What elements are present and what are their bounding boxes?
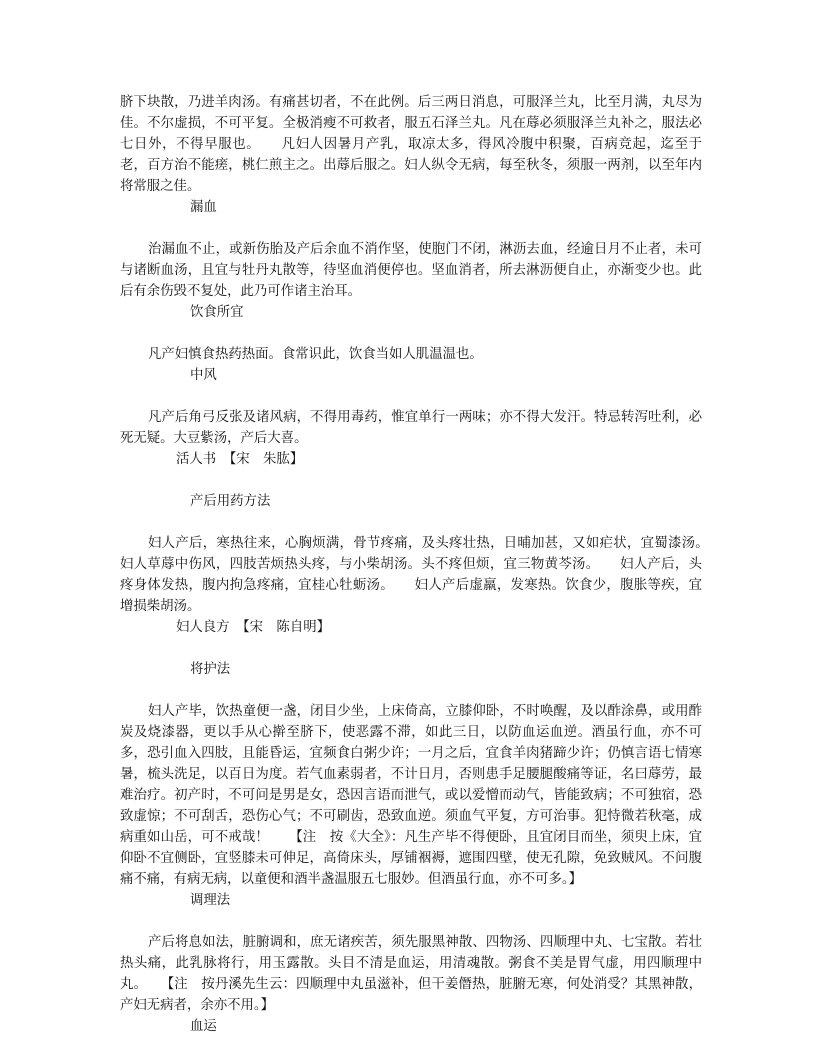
section-heading: 漏血 [190, 200, 217, 215]
section-heading: 产后用药方法 [190, 494, 271, 509]
section-heading: 血运 [190, 1019, 217, 1034]
body-paragraph: 治漏血不止，或新伤胎及产后余血不消作坚，使胞门不闭，淋沥去血，经逾日月不止者，未可与诸断血汤，且宜与牡丹丸散等，待坚血消便停也。坚血消者，所去淋沥便自止，亦渐变少也。此后有余伤毁不复处，此乃可作诸主治耳。 [120, 242, 702, 299]
blank-line [120, 470, 702, 491]
blank-line [120, 323, 702, 344]
body-paragraph: 凡产妇慎食热药热面。食常识此，饮食当如人肌温温也。 [148, 347, 483, 362]
blank-line [120, 218, 702, 239]
blank-line [120, 386, 702, 407]
document-page [120, 92, 729, 1037]
section-heading: 饮食所宜 [190, 305, 244, 320]
body-paragraph: 妇人产后，寒热往来，心胸烦满，骨节疼痛，及头疼壮热，日晡加甚，又如疟状，宜蜀漆汤。 妇人草蓐中伤风，四肢苦烦热头疼，与小柴胡汤。头不疼但烦，宜三物黄芩汤。 妇人产后，头疼身体发热，腹内拘急疼痛，宜桂心牡蛎汤。 妇人产后虚羸，发寒热。饮食少，腹胀等疾，宜增损柴胡汤。 [120, 536, 729, 614]
blank-line [120, 638, 702, 659]
blank-line [120, 512, 702, 533]
body-paragraph: 产后将息如法，脏腑调和，庶无诸疾苦，须先服黑神散、四物汤、四顺理中丸、七宝散。若壮热头痛，此乳脉将行，用玉露散。头目不清是血运，用清魂散。粥食不美是胃气虚，用四顺理中丸。 【注 按丹溪先生云：四顺理中丸虽滋补，但干姜僭热，脏腑无寒，何处消受？其黑神散，产妇无病者，余亦不用。】 [120, 935, 702, 1013]
body-paragraph: 妇人产毕，饮热童便一盏，闭目少坐，上床倚高，立膝仰卧，不时唤醒，及以酢涂鼻，或用酢炭及烧漆器，更以手从心擀至脐下，使恶露不滞，如此三日，以防血运血逆。酒虽行血，亦不可多，恐引血入四肢，且能昏运，宜频食白粥少许；一月之后，宜食羊肉猪蹄少许；仍慎言语七情寒暑，梳头洗足，以百日为度。若气血素弱者，不计日月，否则患手足腰腿酸痛等证，名曰蓐劳，最难治疗。初产时，不可问是男是女，恐因言语而泄气，或以爱憎而动气，皆能致病；不可独宿，恐致虚惊；不可刮舌，恐伤心气；不可刷齿，恐致血逆。须血气平复，方可治事。犯恃微若秋毫，成病重如山岳，可不戒哉！ 【注 按《大全》：凡生产毕不得便卧，且宜闭目而坐，须臾上床，宜仰卧不宜侧卧，宜竖膝未可伸足，高倚床头，厚铺裀褥，遮围四壁，使无孔隙，免致贼风。不问腹痛不痛，有病无病，以童便和酒半盏温服五七服妙。但酒虽行血，亦不可多。】 [120, 704, 702, 887]
blank-line [120, 911, 702, 932]
blank-line [120, 680, 702, 701]
source-heading: 活人书 【宋 朱肱】 [176, 452, 304, 467]
source-heading: 妇人良方 【宋 陈自明】 [176, 620, 330, 635]
section-heading: 将护法 [190, 662, 231, 677]
section-heading: 调理法 [190, 893, 231, 908]
body-paragraph: 脐下块散，乃进羊肉汤。有痛甚切者，不在此例。后三两日消息，可服泽兰丸，比至月满，丸尽为佳。不尔虚损，不可平复。全极消瘦不可救者，服五石泽兰丸。凡在蓐必须服泽兰丸补之，服法必七日外，不得早服也。 凡妇人因暑月产乳，取凉太多，得风冷腹中积聚，百病竞起，迄至于老，百方治不能瘥，桃仁煎主之。出蓐后服之。妇人纵令无病，每至秋冬，须服一两剂，以至年内将常服之佳。 [120, 95, 702, 194]
section-heading: 中风 [190, 368, 217, 383]
body-paragraph: 凡产后角弓反张及诸风病，不得用毒药，惟宜单行一两味；亦不得大发汗。特忌转泻吐利，必死无疑。大豆紫汤，产后大喜。 [120, 410, 702, 446]
